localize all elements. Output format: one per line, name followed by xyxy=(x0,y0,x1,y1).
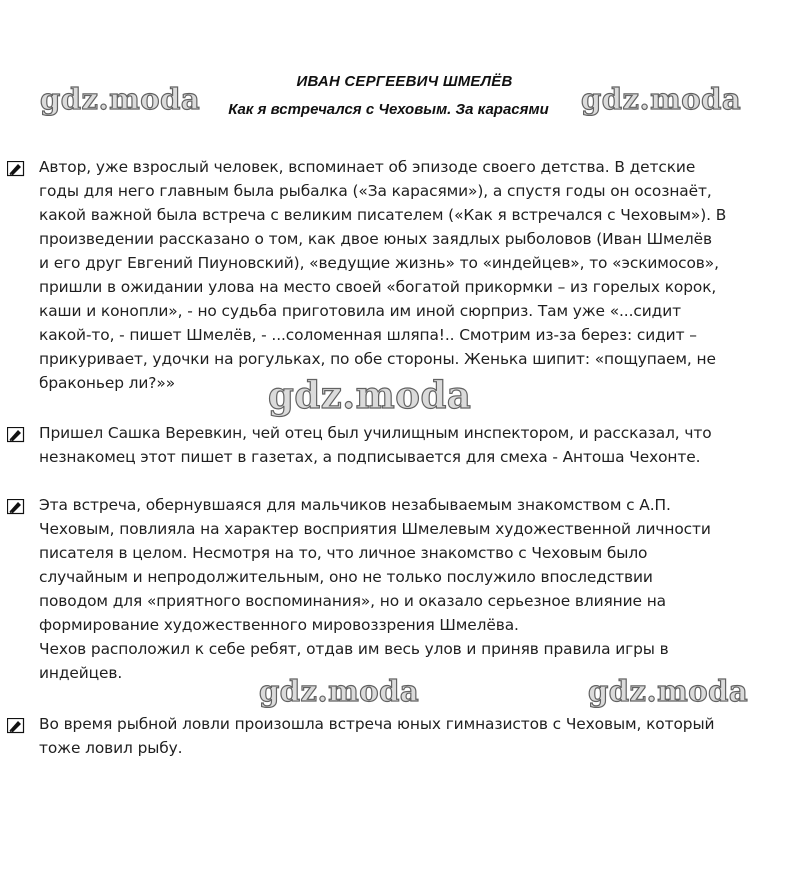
document-title: ИВАН СЕРГЕЕВИЧ ШМЕЛЁВ xyxy=(296,73,513,90)
note-pen-icon xyxy=(7,427,25,443)
document-subtitle: Как я встречался с Чеховым. За карасями xyxy=(228,101,549,118)
note-pen-icon xyxy=(7,499,25,515)
paragraph-text: Автор, уже взрослый человек, вспоминает об эпизоде своего детства. В детские годы для него главным была рыбалка («За карасями»), а спустя годы он осознаёт, какой важной была встреча с великим писателем («Как я встречался с Чеховым»). В произведении рассказано о том, как двое юных заядлых рыболовов (Иван Шмелёв и его друг Евгений Пиуновский), «ведущие жизнь» то «индейцев», то «эскимосов», пришли в ожидании улова на место своей «богатой прикормки – из горелых корок, каши и конопли», - но судьба приготовила им иной сюрприз. Там уже «...сидит какой-то, - пишет Шмелёв, - ...соломенная шляпа!.. Смотрим из-за берез: сидит – прикуривает, удочки на рогульках, по обе стороны. Женька шипит: «пощупаем, не браконьер ли?»» xyxy=(39,158,727,392)
note-pen-icon xyxy=(7,718,25,734)
watermark: gdz.moda xyxy=(259,674,420,708)
watermark: gdz.moda xyxy=(268,373,472,417)
watermark: gdz.moda xyxy=(588,674,749,708)
paragraph-text: Эта встреча, обернувшаяся для мальчиков незабываемым знакомством с А.П. Чеховым, повлияла на характер восприятия Шмелевым художественной личности писателя в целом. Несмотря на то, что личное знакомство с Чеховым было случайным и непродолжительным, оно не только послужило впоследствии поводом для «приятного воспоминания», но и оказало серьезное влияние на формирование художественного мировоззрения Шмелёва. Чехов расположил к себе ребят, отдав им весь улов и приняв правила игры в индейцев. xyxy=(39,496,711,682)
note-pen-icon xyxy=(7,161,25,177)
watermark: gdz.moda xyxy=(581,82,742,116)
paragraph-text: Во время рыбной ловли произошла встреча юных гимназистов с Чеховым, который тоже ловил рыбу. xyxy=(39,715,715,757)
watermark: gdz.moda xyxy=(40,82,201,116)
paragraph-text: Пришел Сашка Веревкин, чей отец был училищным инспектором, и рассказал, что незнакомец этот пишет в газетах, а подписывается для смеха - Антоша Чехонте. xyxy=(39,424,712,466)
